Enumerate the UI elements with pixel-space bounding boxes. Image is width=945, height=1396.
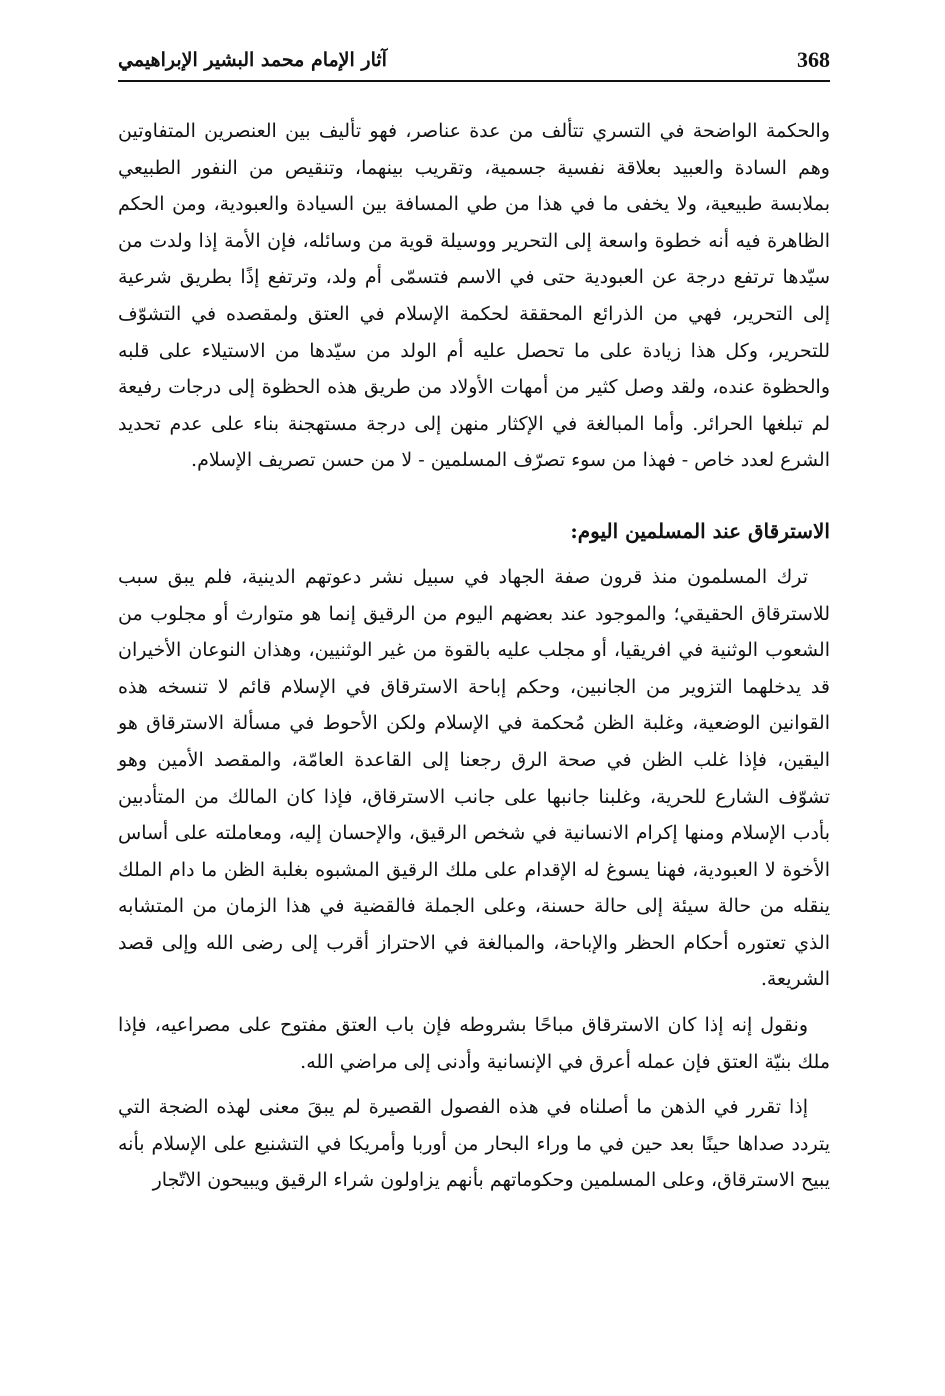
- running-title: آثار الإمام محمد البشير الإبراهيمي: [118, 49, 387, 71]
- paragraph-manumission: ونقول إنه إذا كان الاسترقاق مباحًا بشروطه فإن باب العتق مفتوح على مصراعيه، فإذا ملك بنيّة العتق فإن عمله أعرق في الإنسانية وأدنى إلى مراضي الله.: [118, 1014, 830, 1073]
- paragraph-concubinage-wisdom: والحكمة الواضحة في التسري تتألف من عدة عناصر، فهو تأليف بين العنصرين المتفاوتين وهم السادة والعبيد بعلاقة نفسية جسمية، وتقريب بينهما، وتنقيص من النفور الطبيعي بملابسة طبيعية، ولا يخفى ما في هذا من طي المسافة بين السيادة والعبودية، ومن الحكم الظاهرة فيه أنه خطوة واسعة إلى التحرير ووسيلة قوية من وسائله، فإن الأمة إذا ولدت من سيّدها ترتفع درجة عن العبودية حتى في الاسم فتسمّى أم ولد، وترتفع إذًا بطريق شرعية إلى التحرير، فهي من الذرائع المحققة لحكمة الإسلام في العتق ولمقصده في التشوّف للتحرير، وكل هذا زيادة على ما تحصل عليه أم الولد من سيّدها من الاستيلاء على قلبه والحظوة عنده، ولقد وصل كثير من أمهات الأولاد من طريق هذه الحظوة إلى درجات رفيعة لم تبلغها الحرائر. وأما المبالغة في الإكثار منهن إلى درجة مستهجنة بناء على عدم تحديد الشرع لعدد خاص - فهذا من سوء تصرّف المسلمين - لا من حسن تصريف الإسلام.: [118, 120, 830, 472]
- paragraph-conclusion: إذا تقرر في الذهن ما أصلناه في هذه الفصول القصيرة لم يبقَ معنى لهذه الضجة التي يتردد صداها حينًا بعد حين في ما وراء البحار من أوربا وأمريكا في التشنيع على الإسلام بأنه يبيح الاسترقاق، وعلى المسلمين وحكوماتهم بأنهم يزاولون شراء الرقيق ويبيحون الاتّجار: [118, 1096, 830, 1192]
- paragraph-slavery-today: ترك المسلمون منذ قرون صفة الجهاد في سبيل نشر دعوتهم الدينية، فلم يبق سبب للاسترقاق الحقيقي؛ والموجود عند بعضهم اليوم من الرقيق إنما هو متوارث أو مجلوب من الشعوب الوثنية في افريقيا، أو مجلب عليه بالقوة من غير الوثنيين، وهذان النوعان الأخيران قد يدخلهما التزوير من الجانبين، وحكم إباحة الاسترقاق في الإسلام قائم لا تنسخه هذه القوانين الوضعية، وغلبة الظن مُحكمة في الإسلام ولكن الأحوط في مسألة الاسترقاق هو اليقين، فإذا غلب الظن في صحة الرق رجعنا إلى القاعدة العامّة، والمقصد الأمين وهو تشوّف الشارع للحرية، وغلبنا جانبها على جانب الاسترقاق، فإذا كان المالك من المتأدبين بأدب الإسلام ومنها إكرام الانسانية في شخص الرقيق، والإحسان إليه، ومعاملته على أساس الأخوة لا العبودية، فهنا يسوغ له الإقدام على ملك الرقيق المشبوه بغلبة الظن ما دام الملك ينقله من حالة سيئة إلى حالة حسنة، وعلى الجملة فالقضية في هذا الزمان من المتشابه الذي تعتوره أحكام الحظر والإباحة، والمبالغة في الاحتراز أقرب إلى رضى الله وإلى قصد الشريعة.: [118, 565, 830, 991]
- page-body: [118, 113, 830, 1199]
- paragraph-spacer: [118, 1080, 830, 1089]
- header-divider: [118, 80, 830, 82]
- page-number: 368: [797, 47, 830, 72]
- section-spacer: [118, 479, 830, 513]
- paragraph-spacer: [118, 998, 830, 1007]
- page-header: [118, 40, 830, 80]
- section-heading: الاسترقاق عند المسلمين اليوم:: [570, 518, 830, 543]
